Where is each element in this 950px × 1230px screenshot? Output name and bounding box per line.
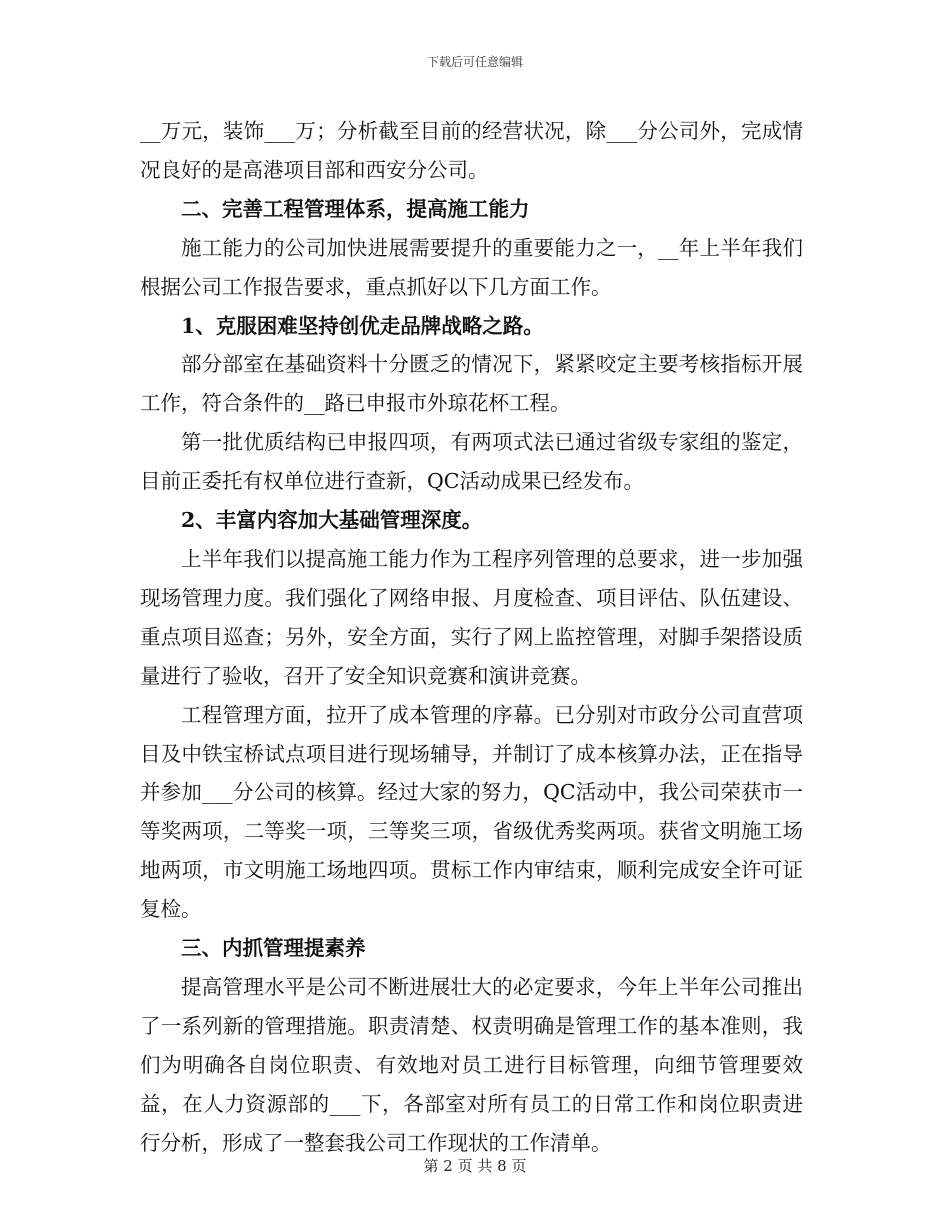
- subsection-heading: 2、丰富内容加大基础管理深度。: [181, 508, 483, 533]
- subsection-heading: 1、克服困难坚持创优走品牌战略之路。: [181, 313, 544, 338]
- paragraph: 部分部室在基础资料十分匮乏的情况下，紧紧咬定主要考核指标开展工作，符合条件的__路已申报市外琼花杯工程。: [140, 352, 803, 416]
- section-heading: 三、内抓管理提素养: [181, 936, 366, 961]
- document-body: [140, 112, 803, 1162]
- paragraph: 施工能力的公司加快进展需要提升的重要能力之一，__年上半年我们根据公司工作报告要求，重点抓好以下几方面工作。: [140, 235, 803, 299]
- paragraph: 第一批优质结构已申报四项，有两项式法已通过省级专家组的鉴定，目前正委托有权单位进行查新，QC活动成果已经发布。: [140, 430, 803, 494]
- page-header: 下载后可任意编辑: [426, 55, 523, 69]
- paragraph: 提高管理水平是公司不断进展壮大的必定要求，今年上半年公司推出了一系列新的管理措施。职责清楚、权责明确是管理工作的基本准则，我们为明确各自岗位职责、有效地对员工进行目标管理，向细节管理要效益，在人力资源部的___下，各部室对所有员工的日常工作和岗位职责进行分析，形成了一整套我公司工作现状的工作清单。: [140, 974, 803, 1155]
- section-heading: 二、完善工程管理体系，提高施工能力: [181, 196, 530, 221]
- page-footer: 第 2 页 共 8 页: [423, 1157, 527, 1175]
- paragraph: 上半年我们以提高施工能力作为工程序列管理的总要求，进一步加强现场管理力度。我们强化了网络申报、月度检查、项目评估、队伍建设、重点项目巡查；另外，安全方面，实行了网上监控管理，对脚手架搭设质量进行了验收，召开了安全知识竞赛和演讲竞赛。: [140, 546, 803, 688]
- paragraph: 工程管理方面，拉开了成本管理的序幕。已分别对市政分公司直营项目及中铁宝桥试点项目进行现场辅导，并制订了成本核算办法，正在指导并参加___分公司的核算。经过大家的努力，QC活动中，我公司荣获市一等奖两项，二等奖一项，三等奖三项，省级优秀奖两项。获省文明施工场地两项，市文明施工场地四项。贯标工作内审结束，顺利完成安全许可证复检。: [140, 702, 803, 922]
- paragraph: __万元，装饰___万；分析截至目前的经营状况，除___分公司外，完成情况良好的是高港项目部和西安分公司。: [140, 119, 803, 182]
